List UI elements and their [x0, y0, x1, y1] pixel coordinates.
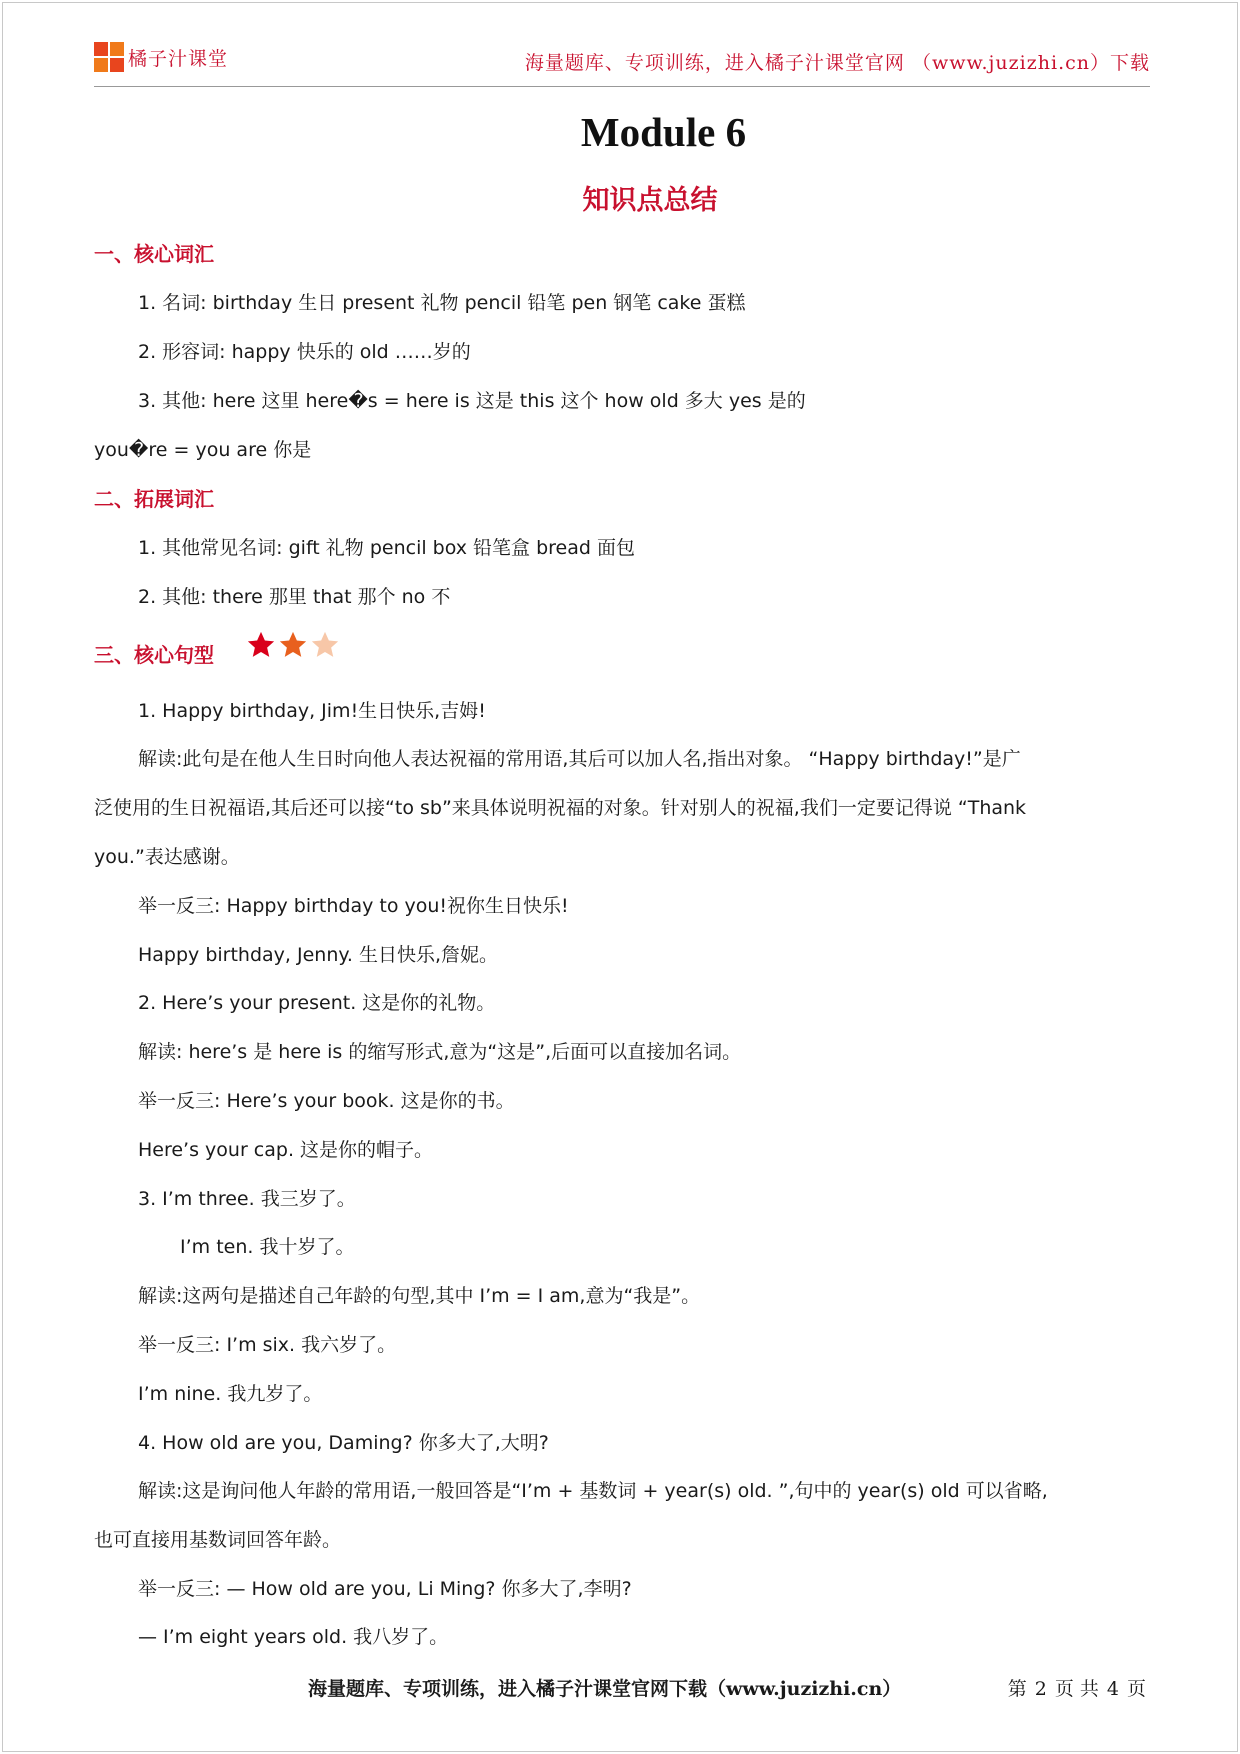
extended-line-1: 1. 其他常见名词: gift 礼物 pencil box 铅笔盒 bread 面包	[138, 537, 635, 559]
page-suffix: 页	[1126, 1678, 1146, 1700]
page-prefix: 第	[1007, 1678, 1027, 1700]
page-header	[94, 42, 1150, 87]
page-current: 2	[1034, 1678, 1047, 1700]
sentence-1-explanation-b: 泛使用的生日祝福语,其后还可以接“to sb”来具体说明祝福的对象。针对别人的祝福,我们一定要记得说 “Thank	[94, 797, 1027, 819]
sentence-4-example-a: 举一反三: — How old are you, Li Ming? 你多大了,李明?	[138, 1578, 632, 1600]
page-total: 4	[1106, 1678, 1119, 1700]
sentence-2-example-a: 举一反三: Here’s your book. 这是你的书。	[138, 1090, 515, 1112]
vocab-line-1: 1. 名词: birthday 生日 present 礼物 pencil 铅笔 pen 钢笔 cake 蛋糕	[138, 292, 746, 314]
vocab-line-2: 2. 形容词: happy 快乐的 old ……岁的	[138, 341, 471, 363]
sentence-3-example-a: 举一反三: I’m six. 我六岁了。	[138, 1334, 397, 1356]
sentence-1-explanation-c: you.”表达感谢。	[94, 846, 240, 868]
footer-slogan[interactable]: 海量题库、专项训练，进入橘子汁课堂官网下载（www.juzizhi.cn）	[308, 1678, 902, 1700]
sentence-1-explanation-a: 解读:此句是在他人生日时向他人表达祝福的常用语,其后可以加人名,指出对象。 “Happy birthday!”是广	[138, 748, 1021, 770]
sentence-2-example-b: Here’s your cap. 这是你的帽子。	[138, 1139, 434, 1161]
page-mid: 页 共	[1054, 1678, 1099, 1700]
header-slogan[interactable]: 海量题库、专项训练，进入橘子汁课堂官网 （www.juzizhi.cn）下载	[524, 52, 1150, 74]
section-heading-sentences: 三、核心句型	[94, 643, 214, 667]
document-title: Module 6	[580, 109, 747, 155]
star-icon	[246, 630, 276, 660]
logo-mark-icon	[94, 42, 124, 72]
sentence-3-explanation: 解读:这两句是描述自己年龄的句型,其中 I’m = I am,意为“我是”。	[138, 1285, 701, 1307]
sentence-1-example-a: 举一反三: Happy birthday to you!祝你生日快乐!	[138, 895, 569, 917]
sentence-4-example-b: — I’m eight years old. 我八岁了。	[138, 1626, 449, 1648]
sentence-2-explanation: 解读: here’s 是 here is 的缩写形式,意为“这是”,后面可以直接加名词。	[138, 1041, 742, 1063]
sentence-3-b: I’m ten. 我十岁了。	[180, 1236, 355, 1258]
sentence-1-example-b: Happy birthday, Jenny. 生日快乐,詹妮。	[138, 944, 499, 966]
star-icon	[278, 630, 308, 660]
sentence-3-example-b: I’m nine. 我九岁了。	[138, 1383, 323, 1405]
sentence-2: 2. Here’s your present. 这是你的礼物。	[138, 992, 496, 1014]
vocab-line-3-cont: you�re = you are 你是	[94, 439, 312, 461]
vocab-line-3: 3. 其他: here 这里 here�s = here is 这是 this 这个 how old 多大 yes 是的	[138, 390, 806, 412]
sentence-4: 4. How old are you, Daming? 你多大了,大明?	[138, 1432, 549, 1454]
difficulty-stars	[246, 630, 340, 660]
star-icon	[310, 630, 340, 660]
sentence-4-explanation-b: 也可直接用基数词回答年龄。	[94, 1529, 342, 1551]
document-subtitle: 知识点总结	[582, 185, 718, 216]
extended-line-2: 2. 其他: there 那里 that 那个 no 不	[138, 586, 451, 608]
page-number	[1008, 1674, 1146, 1701]
sentence-3: 3. I’m three. 我三岁了。	[138, 1188, 356, 1210]
logo-text: 橘子汁课堂	[128, 47, 229, 70]
section-heading-vocab: 一、核心词汇	[94, 242, 214, 266]
sentence-4-explanation-a: 解读:这是询问他人年龄的常用语,一般回答是“I’m + 基数词 + year(s) old. ”,句中的 year(s) old 可以省略,	[138, 1480, 1048, 1502]
sentence-1: 1. Happy birthday, Jim!生日快乐,吉姆!	[138, 700, 486, 722]
logo[interactable]	[94, 42, 228, 72]
section-heading-extended: 二、拓展词汇	[94, 487, 214, 511]
